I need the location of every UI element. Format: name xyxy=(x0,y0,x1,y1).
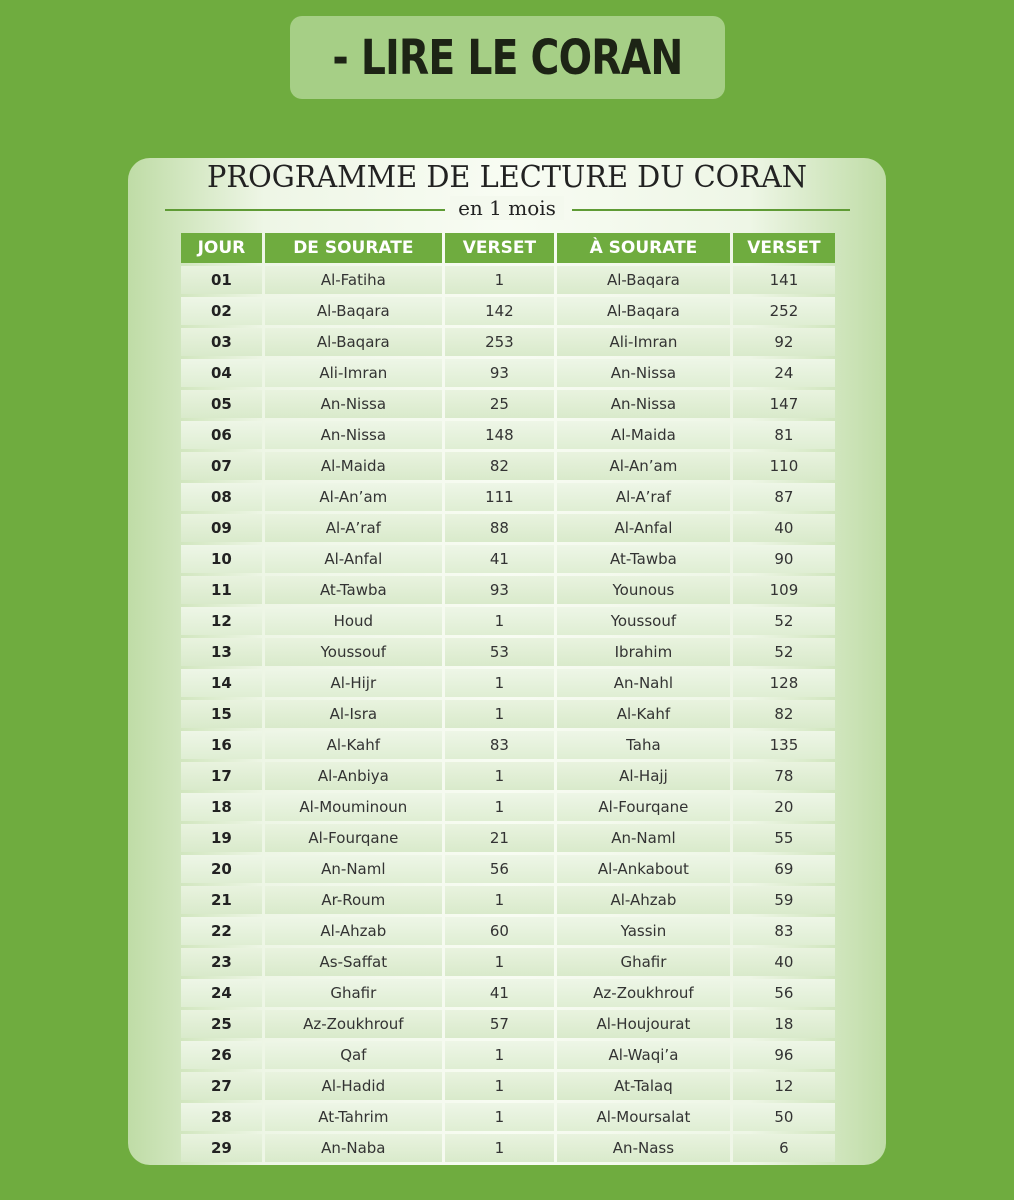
to-verse-cell: 55 xyxy=(733,824,835,852)
to-surah-cell: An-Naml xyxy=(557,824,730,852)
jour-cell: 24 xyxy=(181,979,262,1007)
from-verse-cell: 1 xyxy=(445,886,554,914)
jour-cell: 27 xyxy=(181,1072,262,1100)
to-verse-cell: 96 xyxy=(733,1041,835,1069)
table-row xyxy=(181,607,835,635)
to-surah-cell: Ali-Imran xyxy=(557,328,730,356)
to-verse-cell: 24 xyxy=(733,359,835,387)
from-surah-cell: Al-Baqara xyxy=(265,297,442,325)
table-row xyxy=(181,1010,835,1038)
from-verse-cell: 1 xyxy=(445,607,554,635)
jour-cell: 05 xyxy=(181,390,262,418)
from-surah-cell: Al-Mouminoun xyxy=(265,793,442,821)
to-surah-cell: At-Talaq xyxy=(557,1072,730,1100)
from-surah-cell: Ghafir xyxy=(265,979,442,1007)
to-verse-cell: 110 xyxy=(733,452,835,480)
jour-cell: 28 xyxy=(181,1103,262,1131)
from-verse-cell: 88 xyxy=(445,514,554,542)
to-surah-cell: Ghafir xyxy=(557,948,730,976)
jour-cell: 25 xyxy=(181,1010,262,1038)
card-title: PROGRAMME DE LECTURE DU CORAN xyxy=(207,160,807,195)
table-row xyxy=(181,669,835,697)
to-verse-cell: 20 xyxy=(733,793,835,821)
from-verse-cell: 41 xyxy=(445,979,554,1007)
table-row xyxy=(181,793,835,821)
from-verse-cell: 21 xyxy=(445,824,554,852)
from-surah-cell: Al-Fatiha xyxy=(265,266,442,294)
to-surah-cell: Az-Zoukhrouf xyxy=(557,979,730,1007)
from-verse-cell: 1 xyxy=(445,1103,554,1131)
to-verse-cell: 12 xyxy=(733,1072,835,1100)
from-surah-cell: An-Nissa xyxy=(265,390,442,418)
from-surah-cell: Al-Anfal xyxy=(265,545,442,573)
from-verse-cell: 1 xyxy=(445,266,554,294)
from-surah-cell: Qaf xyxy=(265,1041,442,1069)
from-surah-cell: Al-Baqara xyxy=(265,328,442,356)
table-body xyxy=(181,266,835,1162)
to-verse-cell: 109 xyxy=(733,576,835,604)
jour-cell: 26 xyxy=(181,1041,262,1069)
to-verse-cell: 92 xyxy=(733,328,835,356)
table-row xyxy=(181,328,835,356)
table-row xyxy=(181,948,835,976)
from-verse-cell: 1 xyxy=(445,793,554,821)
jour-cell: 22 xyxy=(181,917,262,945)
from-surah-cell: Al-Isra xyxy=(265,700,442,728)
from-surah-cell: As-Saffat xyxy=(265,948,442,976)
to-surah-cell: An-Nissa xyxy=(557,390,730,418)
table-row xyxy=(181,421,835,449)
to-surah-cell: Youssouf xyxy=(557,607,730,635)
jour-cell: 21 xyxy=(181,886,262,914)
table-header-row xyxy=(181,233,835,263)
to-surah-cell: Al-Baqara xyxy=(557,266,730,294)
table-row xyxy=(181,1041,835,1069)
column-header-jour: JOUR xyxy=(181,233,262,263)
from-surah-cell: At-Tawba xyxy=(265,576,442,604)
jour-cell: 04 xyxy=(181,359,262,387)
to-surah-cell: Younous xyxy=(557,576,730,604)
card-subtitle: en 1 mois xyxy=(450,196,564,220)
table-row xyxy=(181,762,835,790)
table-row xyxy=(181,700,835,728)
table-row xyxy=(181,576,835,604)
jour-cell: 01 xyxy=(181,266,262,294)
jour-cell: 14 xyxy=(181,669,262,697)
to-verse-cell: 69 xyxy=(733,855,835,883)
to-surah-cell: Al-Houjourat xyxy=(557,1010,730,1038)
jour-cell: 19 xyxy=(181,824,262,852)
to-surah-cell: Yassin xyxy=(557,917,730,945)
from-verse-cell: 60 xyxy=(445,917,554,945)
from-verse-cell: 83 xyxy=(445,731,554,759)
from-surah-cell: Youssouf xyxy=(265,638,442,666)
to-verse-cell: 90 xyxy=(733,545,835,573)
to-surah-cell: Al-Ahzab xyxy=(557,886,730,914)
jour-cell: 29 xyxy=(181,1134,262,1162)
table-row xyxy=(181,731,835,759)
from-verse-cell: 253 xyxy=(445,328,554,356)
to-verse-cell: 141 xyxy=(733,266,835,294)
table-row xyxy=(181,452,835,480)
from-verse-cell: 82 xyxy=(445,452,554,480)
to-surah-cell: An-Nass xyxy=(557,1134,730,1162)
jour-cell: 10 xyxy=(181,545,262,573)
to-verse-cell: 6 xyxy=(733,1134,835,1162)
table-row xyxy=(181,1072,835,1100)
table-row xyxy=(181,359,835,387)
from-verse-cell: 111 xyxy=(445,483,554,511)
to-surah-cell: Al-Anfal xyxy=(557,514,730,542)
table-row xyxy=(181,917,835,945)
table-row xyxy=(181,886,835,914)
column-header-de-sourate: DE SOURATE xyxy=(265,233,442,263)
jour-cell: 12 xyxy=(181,607,262,635)
to-surah-cell: Al-Kahf xyxy=(557,700,730,728)
to-verse-cell: 135 xyxy=(733,731,835,759)
to-verse-cell: 18 xyxy=(733,1010,835,1038)
jour-cell: 17 xyxy=(181,762,262,790)
jour-cell: 08 xyxy=(181,483,262,511)
to-verse-cell: 81 xyxy=(733,421,835,449)
from-verse-cell: 142 xyxy=(445,297,554,325)
to-surah-cell: Ibrahim xyxy=(557,638,730,666)
from-surah-cell: Az-Zoukhrouf xyxy=(265,1010,442,1038)
from-verse-cell: 57 xyxy=(445,1010,554,1038)
from-surah-cell: Al-An’am xyxy=(265,483,442,511)
from-verse-cell: 41 xyxy=(445,545,554,573)
table-row xyxy=(181,979,835,1007)
card-subtitle-wrap xyxy=(128,196,886,220)
to-surah-cell: Al-Moursalat xyxy=(557,1103,730,1131)
to-verse-cell: 87 xyxy=(733,483,835,511)
to-verse-cell: 78 xyxy=(733,762,835,790)
page-title-banner xyxy=(290,16,725,99)
from-verse-cell: 93 xyxy=(445,576,554,604)
from-verse-cell: 1 xyxy=(445,700,554,728)
table-row xyxy=(181,638,835,666)
to-surah-cell: An-Nahl xyxy=(557,669,730,697)
jour-cell: 13 xyxy=(181,638,262,666)
to-surah-cell: An-Nissa xyxy=(557,359,730,387)
to-surah-cell: At-Tawba xyxy=(557,545,730,573)
from-surah-cell: An-Naml xyxy=(265,855,442,883)
column-header-a-sourate: À SOURATE xyxy=(557,233,730,263)
to-surah-cell: Al-Fourqane xyxy=(557,793,730,821)
from-verse-cell: 56 xyxy=(445,855,554,883)
from-verse-cell: 1 xyxy=(445,762,554,790)
from-verse-cell: 1 xyxy=(445,948,554,976)
to-verse-cell: 52 xyxy=(733,607,835,635)
to-surah-cell: Al-Ankabout xyxy=(557,855,730,883)
from-surah-cell: An-Naba xyxy=(265,1134,442,1162)
table-row xyxy=(181,514,835,542)
to-verse-cell: 59 xyxy=(733,886,835,914)
to-surah-cell: Al-A’raf xyxy=(557,483,730,511)
from-surah-cell: Al-A’raf xyxy=(265,514,442,542)
reading-schedule-table xyxy=(178,230,838,1165)
from-surah-cell: Al-Fourqane xyxy=(265,824,442,852)
to-surah-cell: Taha xyxy=(557,731,730,759)
jour-cell: 15 xyxy=(181,700,262,728)
from-surah-cell: Ar-Roum xyxy=(265,886,442,914)
table-row xyxy=(181,483,835,511)
to-verse-cell: 50 xyxy=(733,1103,835,1131)
jour-cell: 16 xyxy=(181,731,262,759)
to-verse-cell: 82 xyxy=(733,700,835,728)
to-surah-cell: Al-Waqi’a xyxy=(557,1041,730,1069)
to-verse-cell: 147 xyxy=(733,390,835,418)
table-row xyxy=(181,1134,835,1162)
from-surah-cell: Al-Hijr xyxy=(265,669,442,697)
to-verse-cell: 40 xyxy=(733,948,835,976)
to-surah-cell: Al-Baqara xyxy=(557,297,730,325)
to-verse-cell: 52 xyxy=(733,638,835,666)
from-surah-cell: Al-Anbiya xyxy=(265,762,442,790)
from-surah-cell: At-Tahrim xyxy=(265,1103,442,1131)
from-surah-cell: Houd xyxy=(265,607,442,635)
table-row xyxy=(181,297,835,325)
jour-cell: 06 xyxy=(181,421,262,449)
jour-cell: 18 xyxy=(181,793,262,821)
to-surah-cell: Al-Hajj xyxy=(557,762,730,790)
to-verse-cell: 40 xyxy=(733,514,835,542)
to-verse-cell: 83 xyxy=(733,917,835,945)
from-verse-cell: 1 xyxy=(445,669,554,697)
jour-cell: 23 xyxy=(181,948,262,976)
table-row xyxy=(181,390,835,418)
to-surah-cell: Al-An’am xyxy=(557,452,730,480)
to-verse-cell: 128 xyxy=(733,669,835,697)
table-row xyxy=(181,824,835,852)
table-row xyxy=(181,855,835,883)
page-title: - LIRE LE CORAN xyxy=(332,29,683,86)
from-surah-cell: Ali-Imran xyxy=(265,359,442,387)
table-row xyxy=(181,266,835,294)
jour-cell: 11 xyxy=(181,576,262,604)
from-verse-cell: 1 xyxy=(445,1072,554,1100)
from-verse-cell: 25 xyxy=(445,390,554,418)
from-surah-cell: Al-Kahf xyxy=(265,731,442,759)
from-surah-cell: Al-Hadid xyxy=(265,1072,442,1100)
jour-cell: 03 xyxy=(181,328,262,356)
jour-cell: 07 xyxy=(181,452,262,480)
from-surah-cell: Al-Maida xyxy=(265,452,442,480)
from-surah-cell: An-Nissa xyxy=(265,421,442,449)
from-verse-cell: 1 xyxy=(445,1041,554,1069)
from-verse-cell: 148 xyxy=(445,421,554,449)
to-surah-cell: Al-Maida xyxy=(557,421,730,449)
jour-cell: 20 xyxy=(181,855,262,883)
from-verse-cell: 93 xyxy=(445,359,554,387)
from-verse-cell: 1 xyxy=(445,1134,554,1162)
column-header-verset-start: VERSET xyxy=(445,233,554,263)
to-verse-cell: 252 xyxy=(733,297,835,325)
from-verse-cell: 53 xyxy=(445,638,554,666)
column-header-verset-end: VERSET xyxy=(733,233,835,263)
table-row xyxy=(181,545,835,573)
from-surah-cell: Al-Ahzab xyxy=(265,917,442,945)
jour-cell: 02 xyxy=(181,297,262,325)
to-verse-cell: 56 xyxy=(733,979,835,1007)
table-row xyxy=(181,1103,835,1131)
jour-cell: 09 xyxy=(181,514,262,542)
